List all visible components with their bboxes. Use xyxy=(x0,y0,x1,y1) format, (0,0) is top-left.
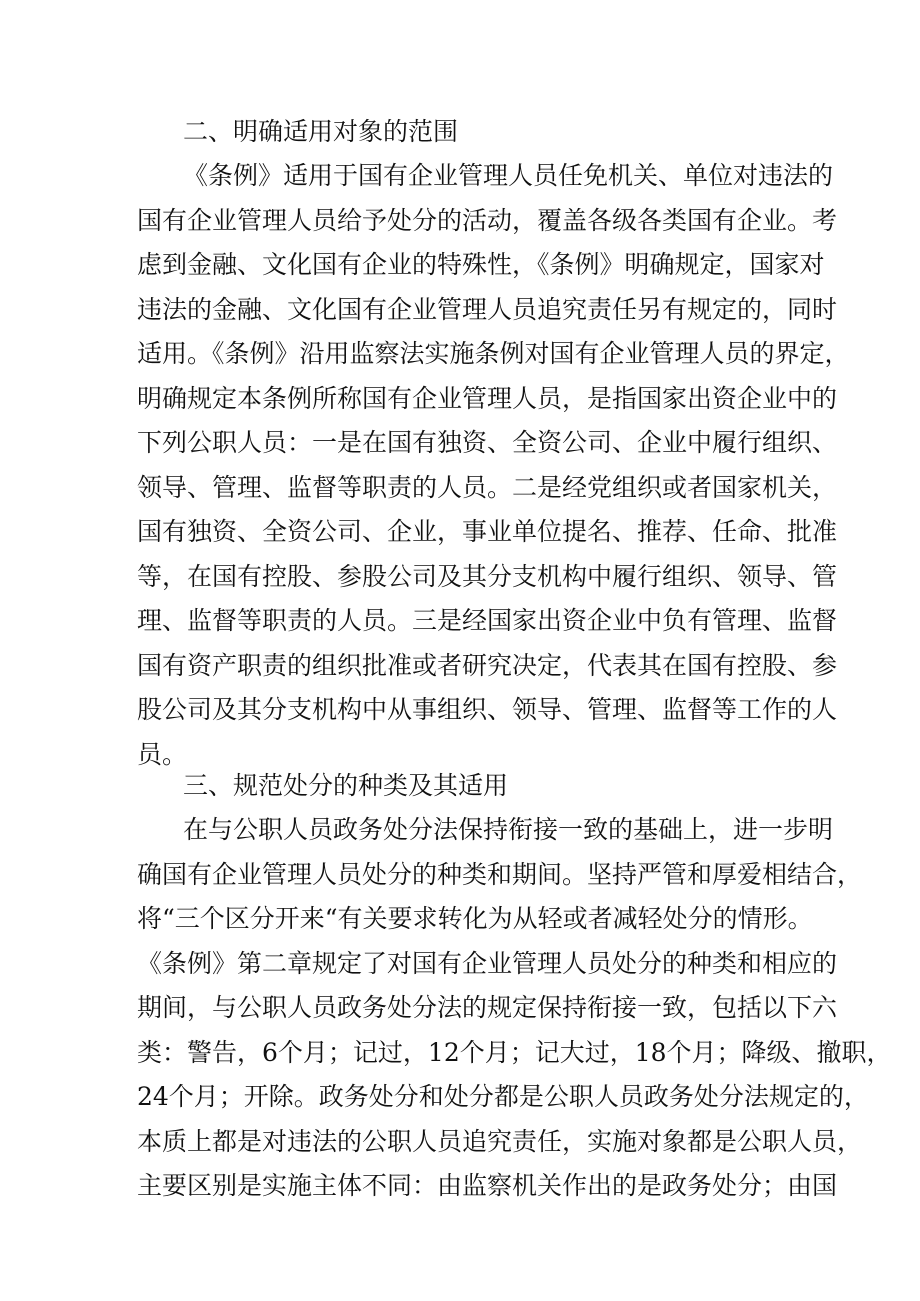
paragraph-line: 领导、管理、监督等职责的人员。二是经党组织或者国家机关， xyxy=(137,472,838,502)
paragraph-line: 主要区别是实施主体不同：由监察机关作出的是政务处分；由国 xyxy=(137,1171,838,1200)
paragraph-line: 国有资产职责的组织批准或者研究决定，代表其在国有控股、参 xyxy=(137,650,838,680)
section-heading-3: 三、规范处分的种类及其适用 xyxy=(183,771,509,800)
paragraph-line: 《条例》适用于国有企业管理人员任免机关、单位对违法的 xyxy=(183,161,834,190)
paragraph-line: 员。 xyxy=(137,739,188,769)
section-2-paragraph xyxy=(137,154,850,777)
paragraph-line: 本质上都是对违法的公职人员追究责任，实施对象都是公职人员， xyxy=(137,1126,863,1156)
paragraph-line: 明确规定本条例所称国有企业管理人员，是指国家出资企业中的 xyxy=(137,383,838,413)
paragraph-line: 期间，与公职人员政务处分法的规定保持衔接一致，包括以下六 xyxy=(137,993,838,1022)
paragraph-line: 《条例》第二章规定了对国有企业管理人员处分的种类和相应的 xyxy=(137,948,838,978)
paragraph-line: 将“三个区分开来“有关要求转化为从轻或者减轻处分的情形。 xyxy=(137,904,813,933)
section-heading-2: 二、明确适用对象的范围 xyxy=(183,117,459,146)
paragraph-line: 理、监督等职责的人员。三是经国家出资企业中负有管理、监督 xyxy=(137,606,838,635)
paragraph-line: 国有独资、全资公司、企业，事业单位提名、推荐、任命、批准 xyxy=(137,517,838,546)
paragraph-line: 24个月；开除。政务处分和处分都是公职人员政务处分法规定的， xyxy=(137,1082,869,1111)
paragraph-line: 类：警告，6个月；记过，12个月；记大过，18个月；降级、撤职， xyxy=(137,1037,892,1067)
paragraph-line: 国有企业管理人员给予处分的活动，覆盖各级各类国有企业。考 xyxy=(137,205,838,235)
paragraph-line: 虑到金融、文化国有企业的特殊性，《条例》明确规定，国家对 xyxy=(137,250,825,279)
paragraph-line: 股公司及其分支机构中从事组织、领导、管理、监督等工作的人 xyxy=(137,695,838,724)
paragraph-line: 确国有企业管理人员处分的种类和期间。坚持严管和厚爱相结合， xyxy=(137,859,863,889)
paragraph-line: 等，在国有控股、参股公司及其分支机构中履行组织、领导、管 xyxy=(137,561,838,591)
section-3-paragraph xyxy=(137,808,892,1209)
paragraph-line: 违法的金融、文化国有企业管理人员追究责任另有规定的，同时 xyxy=(137,294,838,324)
paragraph-line: 在与公职人员政务处分法保持衔接一致的基础上，进一步明 xyxy=(183,815,834,844)
paragraph-line: 下列公职人员：一是在国有独资、全资公司、企业中履行组织、 xyxy=(137,428,838,457)
paragraph-line: 适用。《条例》沿用监察法实施条例对国有企业管理人员的界定， xyxy=(137,339,850,368)
